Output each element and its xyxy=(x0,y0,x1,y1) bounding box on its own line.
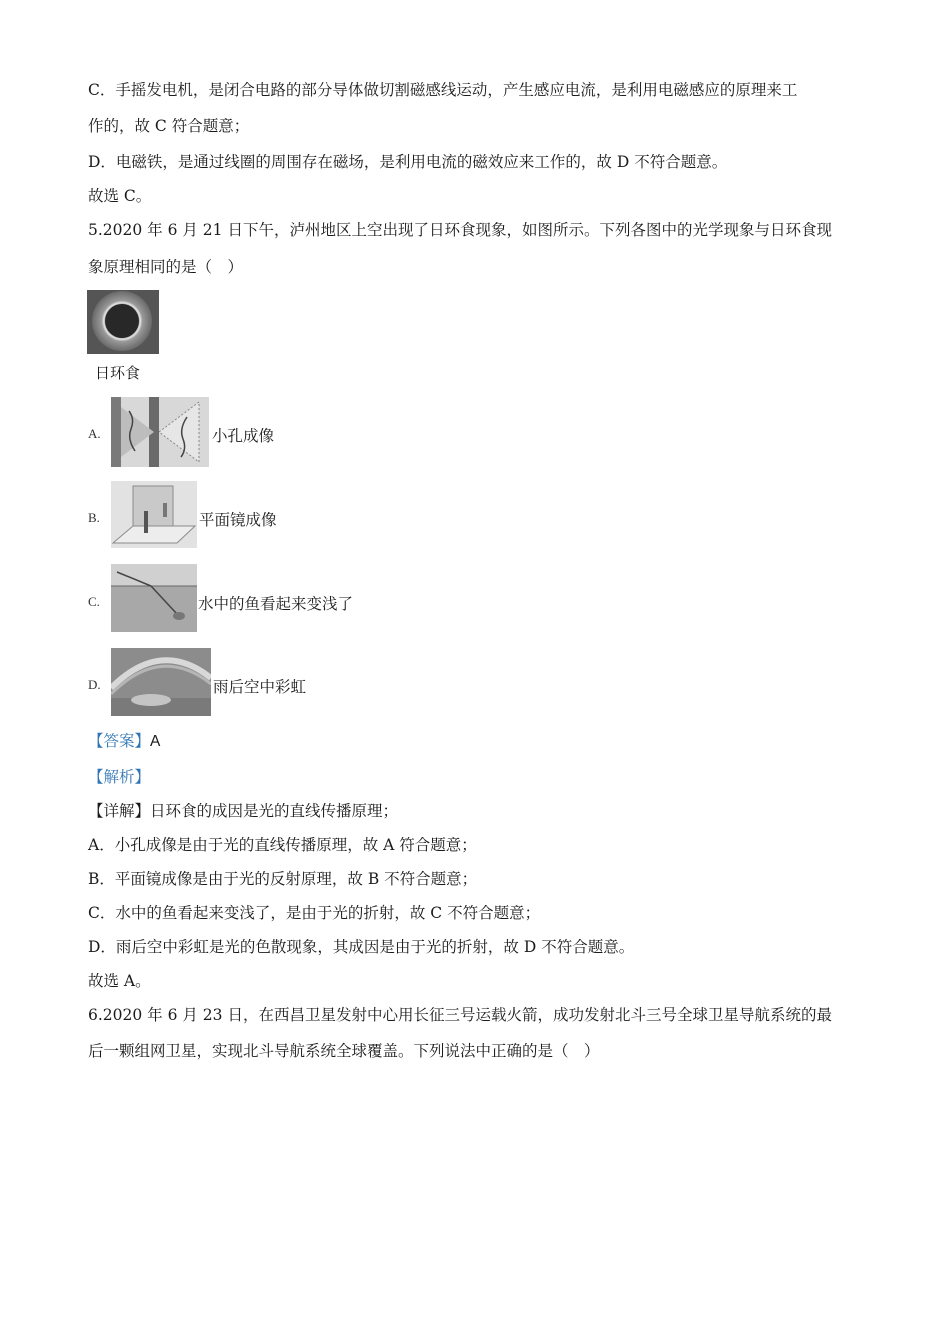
detail-d: D．雨后空中彩虹是光的色散现象，其成因是由于光的折射，故 D 不符合题意。 xyxy=(88,938,635,956)
question-6-stem-cont: 后一颗组网卫星，实现北斗导航系统全球覆盖。下列说法中正确的是（ ） xyxy=(88,1042,600,1060)
annular-eclipse-photo xyxy=(87,290,159,354)
pinhole-image-photo xyxy=(111,397,209,467)
detail-b: B．平面镜成像是由于光的反射原理，故 B 不符合题意； xyxy=(88,870,478,888)
detail-c: C．水中的鱼看起来变浅了，是由于光的折射，故 C 不符合题意； xyxy=(88,904,541,922)
question-5-stem: 5.2020 年 6 月 21 日下午，泸州地区上空出现了日环食现象，如图所示。下列各图中的光学现象与日环食现 xyxy=(88,221,832,239)
option-c-letter: C. xyxy=(88,594,100,609)
option-b-label: 平面镜成像 xyxy=(199,511,277,529)
answer-value: A xyxy=(150,733,161,750)
option-d-label: 雨后空中彩虹 xyxy=(213,678,307,696)
fish-refraction-photo xyxy=(111,564,197,632)
analysis-tag: 【解析】 xyxy=(88,768,151,786)
question-6-stem: 6.2020 年 6 月 23 日，在西昌卫星发射中心用长征三号运载火箭，成功发射北斗三号全球卫星导航系统的最 xyxy=(88,1006,832,1024)
paragraph-line: D．电磁铁，是通过线圈的周围存在磁场，是利用电流的磁效应来工作的，故 D 不符合题意。 xyxy=(88,153,728,171)
detail-a: A．小孔成像是由于光的直线传播原理，故 A 符合题意； xyxy=(88,836,477,854)
option-d-letter: D. xyxy=(88,677,101,692)
paragraph-line: 作的，故 C 符合题意； xyxy=(88,117,250,135)
paragraph-line: C．手摇发电机，是闭合电路的部分导体做切割磁感线运动，产生感应电流，是利用电磁感应的原理来工 xyxy=(88,81,798,99)
answer-tag: 【答案】 xyxy=(88,732,151,750)
answer-line xyxy=(88,731,160,752)
question-5-stem-cont: 象原理相同的是（ ） xyxy=(88,258,244,276)
conclusion-line: 故选 A。 xyxy=(88,972,151,990)
figure-caption: 日环食 xyxy=(95,364,141,382)
rainbow-photo xyxy=(111,648,211,716)
option-a-letter: A. xyxy=(88,426,101,441)
option-a-label: 小孔成像 xyxy=(212,427,275,445)
detail-intro: 【详解】日环食的成因是光的直线传播原理； xyxy=(88,802,399,820)
option-c-label: 水中的鱼看起来变浅了 xyxy=(198,595,354,613)
option-b-letter: B. xyxy=(88,510,100,525)
mirror-image-photo xyxy=(111,481,197,548)
conclusion-line: 故选 C。 xyxy=(88,187,152,205)
